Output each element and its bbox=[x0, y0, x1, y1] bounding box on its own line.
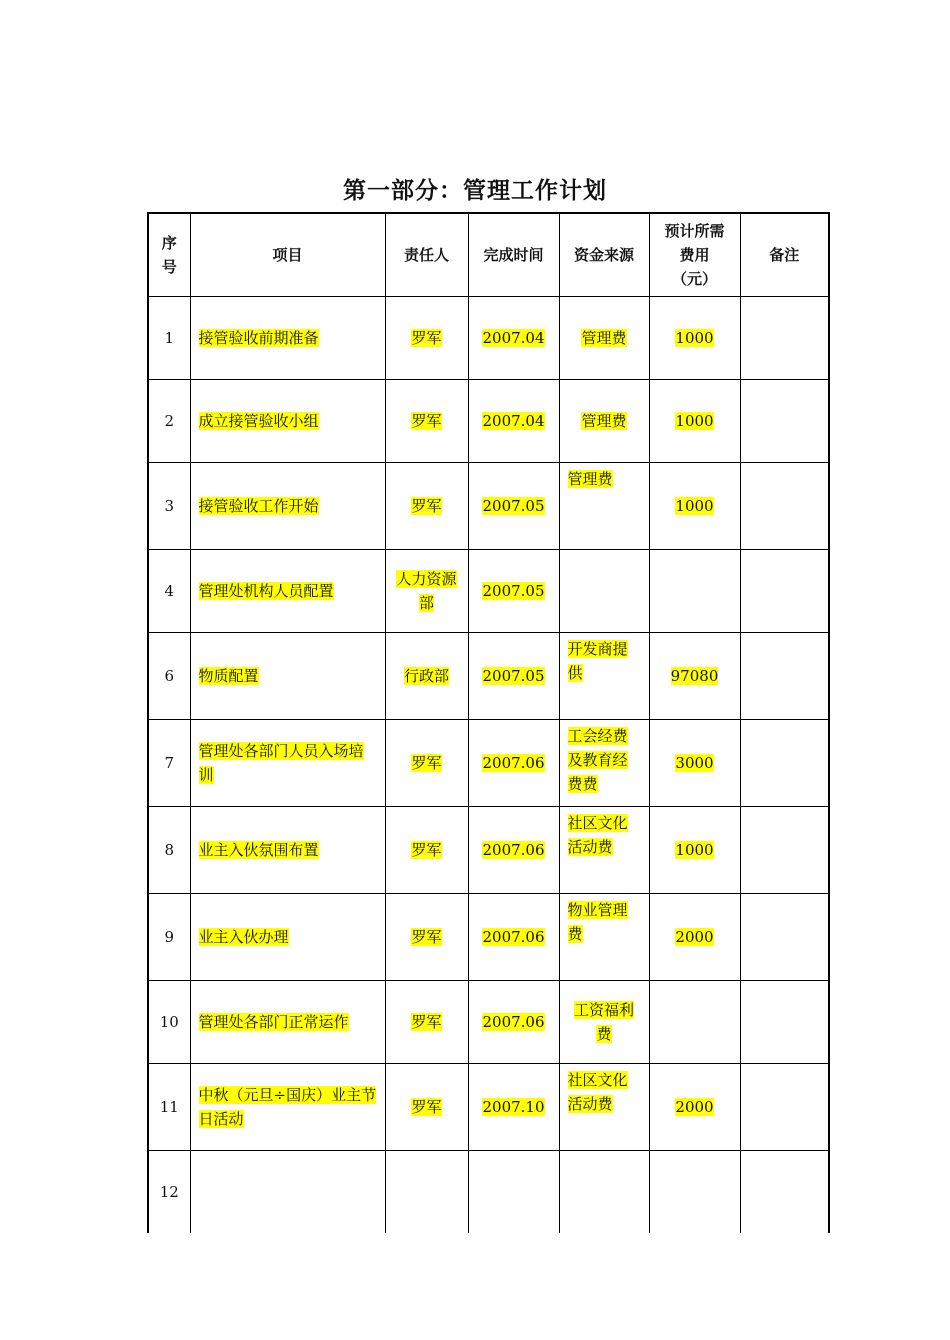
header-cost: 预计所需费用（元） bbox=[649, 213, 740, 297]
cell-due: 2007.05 bbox=[468, 633, 559, 720]
cell-due: 2007.04 bbox=[468, 297, 559, 380]
table-row bbox=[148, 807, 829, 894]
cell-due: 2007.06 bbox=[468, 981, 559, 1064]
cell-source: 管理费 bbox=[559, 380, 649, 463]
cell-cost: 1000 bbox=[649, 380, 740, 463]
cell-note bbox=[740, 894, 829, 981]
cell-item: 业主入伙办理 bbox=[190, 894, 385, 981]
cell-note bbox=[740, 550, 829, 633]
cell-item: 管理处各部门人员入场培训 bbox=[190, 720, 385, 807]
header-item: 项目 bbox=[190, 213, 385, 297]
cell-seq: 7 bbox=[148, 720, 190, 807]
cell-source: 开发商提供 bbox=[559, 633, 649, 720]
cell-owner: 罗军 bbox=[385, 463, 468, 550]
cell-note bbox=[740, 981, 829, 1064]
header-source: 资金来源 bbox=[559, 213, 649, 297]
cell-source: 物业管理费 bbox=[559, 894, 649, 981]
cell-owner bbox=[385, 1151, 468, 1234]
cell-seq: 12 bbox=[148, 1151, 190, 1234]
cell-item: 业主入伙氛围布置 bbox=[190, 807, 385, 894]
cell-owner: 罗军 bbox=[385, 894, 468, 981]
table-row bbox=[148, 1151, 829, 1234]
cell-seq: 8 bbox=[148, 807, 190, 894]
cell-source: 社区文化活动费 bbox=[559, 1064, 649, 1151]
header-owner: 责任人 bbox=[385, 213, 468, 297]
cell-note bbox=[740, 720, 829, 807]
cell-due bbox=[468, 1151, 559, 1234]
cell-cost bbox=[649, 981, 740, 1064]
cell-cost: 2000 bbox=[649, 894, 740, 981]
cell-owner: 罗军 bbox=[385, 380, 468, 463]
cell-source bbox=[559, 1151, 649, 1234]
cell-seq: 2 bbox=[148, 380, 190, 463]
cell-source bbox=[559, 550, 649, 633]
cell-due: 2007.04 bbox=[468, 380, 559, 463]
cell-item: 接管验收前期准备 bbox=[190, 297, 385, 380]
cell-cost: 97080 bbox=[649, 633, 740, 720]
cell-owner: 人力资源部 bbox=[385, 550, 468, 633]
cell-seq: 9 bbox=[148, 894, 190, 981]
cell-owner: 罗军 bbox=[385, 1064, 468, 1151]
cell-seq: 6 bbox=[148, 633, 190, 720]
cell-owner: 罗军 bbox=[385, 720, 468, 807]
cell-seq: 1 bbox=[148, 297, 190, 380]
cell-note bbox=[740, 297, 829, 380]
cell-due: 2007.05 bbox=[468, 463, 559, 550]
cell-note bbox=[740, 380, 829, 463]
cell-item: 中秋（元旦÷国庆）业主节日活动 bbox=[190, 1064, 385, 1151]
cell-item: 管理处机构人员配置 bbox=[190, 550, 385, 633]
table-row bbox=[148, 297, 829, 380]
table-row bbox=[148, 981, 829, 1064]
cell-item: 物质配置 bbox=[190, 633, 385, 720]
cell-due: 2007.06 bbox=[468, 807, 559, 894]
header-due: 完成时间 bbox=[468, 213, 559, 297]
cell-item: 管理处各部门正常运作 bbox=[190, 981, 385, 1064]
table-header-row bbox=[148, 213, 829, 297]
cell-due: 2007.06 bbox=[468, 894, 559, 981]
cell-cost bbox=[649, 550, 740, 633]
cell-cost bbox=[649, 1151, 740, 1234]
cell-item: 接管验收工作开始 bbox=[190, 463, 385, 550]
cell-item bbox=[190, 1151, 385, 1234]
cell-owner: 行政部 bbox=[385, 633, 468, 720]
header-seq: 序号 bbox=[148, 213, 190, 297]
table-row bbox=[148, 1064, 829, 1151]
table-row bbox=[148, 633, 829, 720]
page-title: 第一部分：管理工作计划 bbox=[343, 178, 607, 204]
cell-note bbox=[740, 463, 829, 550]
cell-source: 管理费 bbox=[559, 463, 649, 550]
cell-due: 2007.05 bbox=[468, 550, 559, 633]
table-row bbox=[148, 550, 829, 633]
table-row bbox=[148, 463, 829, 550]
table-row bbox=[148, 720, 829, 807]
cell-source: 社区文化活动费 bbox=[559, 807, 649, 894]
cell-note bbox=[740, 807, 829, 894]
cell-cost: 1000 bbox=[649, 807, 740, 894]
cell-due: 2007.06 bbox=[468, 720, 559, 807]
cell-seq: 10 bbox=[148, 981, 190, 1064]
cell-note bbox=[740, 1064, 829, 1151]
cell-owner: 罗军 bbox=[385, 297, 468, 380]
cell-cost: 1000 bbox=[649, 297, 740, 380]
cell-source: 工资福利费 bbox=[559, 981, 649, 1064]
header-note: 备注 bbox=[740, 213, 829, 297]
cell-source: 管理费 bbox=[559, 297, 649, 380]
work-plan-table bbox=[147, 212, 830, 1233]
table-row bbox=[148, 894, 829, 981]
cell-source: 工会经费及教育经费费 bbox=[559, 720, 649, 807]
cell-cost: 2000 bbox=[649, 1064, 740, 1151]
cell-note bbox=[740, 1151, 829, 1234]
cell-cost: 1000 bbox=[649, 463, 740, 550]
cell-seq: 11 bbox=[148, 1064, 190, 1151]
cell-owner: 罗军 bbox=[385, 807, 468, 894]
cell-seq: 4 bbox=[148, 550, 190, 633]
cell-cost: 3000 bbox=[649, 720, 740, 807]
cell-note bbox=[740, 633, 829, 720]
cell-owner: 罗军 bbox=[385, 981, 468, 1064]
table-row bbox=[148, 380, 829, 463]
cell-seq: 3 bbox=[148, 463, 190, 550]
cell-due: 2007.10 bbox=[468, 1064, 559, 1151]
cell-item: 成立接管验收小组 bbox=[190, 380, 385, 463]
